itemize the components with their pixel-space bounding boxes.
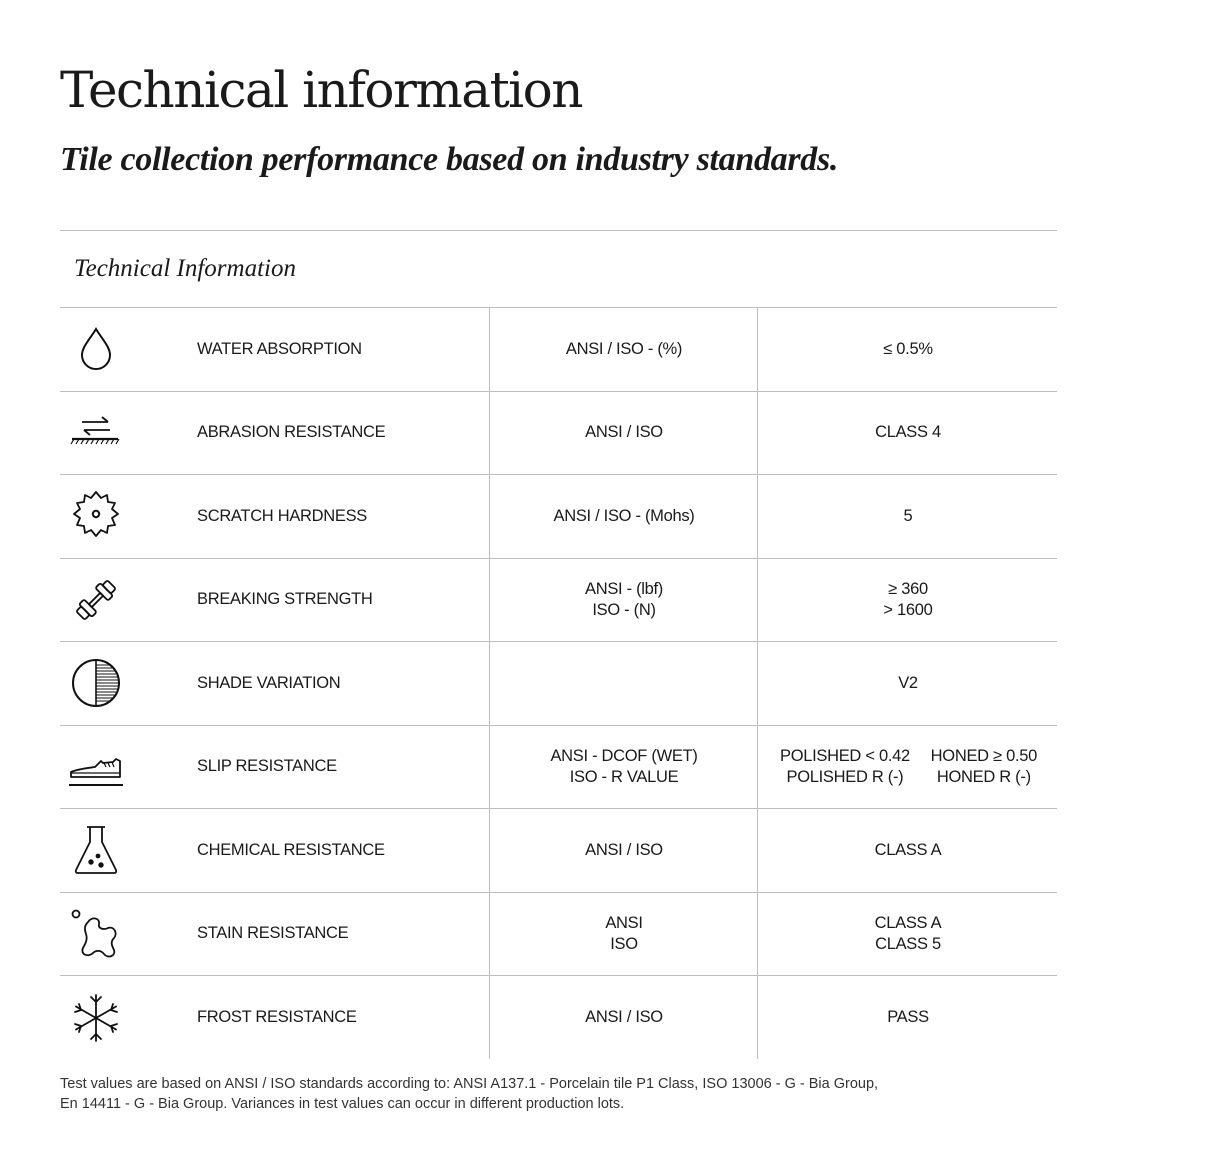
row-label: STAIN RESISTANCE <box>197 924 349 943</box>
snowflake-icon <box>68 990 124 1046</box>
table-row-breaking-strength <box>60 559 1057 643</box>
saw-blade-icon <box>68 488 124 544</box>
dumbbell-icon <box>68 572 124 628</box>
row-label: WATER ABSORPTION <box>197 339 362 358</box>
row-value: CLASS 4 <box>757 392 1058 475</box>
row-standard: ANSI / ISO <box>489 809 758 892</box>
row-standard <box>489 642 758 725</box>
footnote <box>60 1074 940 1114</box>
row-standard: ANSI - (lbf) ISO - (N) <box>489 559 758 642</box>
flask-icon <box>68 822 124 878</box>
abrasion-arrows-icon <box>68 405 124 461</box>
row-standard: ANSI / ISO - (%) <box>489 308 758 391</box>
row-label: BREAKING STRENGTH <box>197 590 373 609</box>
table-row-stain-resistance <box>60 893 1057 977</box>
row-value: PASS <box>757 976 1058 1059</box>
page-title: Technical information <box>60 61 582 119</box>
row-value <box>757 726 1057 809</box>
row-standard: ANSI / ISO <box>489 392 758 475</box>
table-header: Technical Information <box>60 230 1057 308</box>
table-row-abrasion-resistance <box>60 392 1057 476</box>
row-value: V2 <box>757 642 1058 725</box>
half-shaded-circle-icon <box>68 655 124 711</box>
shoe-icon <box>68 739 124 795</box>
table-row-slip-resistance <box>60 726 1057 810</box>
row-label: CHEMICAL RESISTANCE <box>197 840 385 859</box>
row-standard: ANSI / ISO <box>489 976 758 1059</box>
row-value: 5 <box>757 475 1058 558</box>
technical-table <box>60 230 1057 1059</box>
row-value: ≤ 0.5% <box>757 308 1058 391</box>
water-drop-icon <box>68 321 124 377</box>
page-subtitle: Tile collection performance based on industry standards. <box>60 141 839 178</box>
row-label: SCRATCH HARDNESS <box>197 506 367 525</box>
row-value: CLASS A <box>757 809 1058 892</box>
footnote-line-1: Test values are based on ANSI / ISO standards according to: ANSI A137.1 - Porcelain tile P1 Class, ISO 13006 - G - Bia Group, <box>60 1076 879 1092</box>
row-label: SHADE VARIATION <box>197 673 341 692</box>
row-label: FROST RESISTANCE <box>197 1008 357 1026</box>
row-value: CLASS A CLASS 5 <box>757 893 1058 976</box>
row-label: ABRASION RESISTANCE <box>197 423 386 442</box>
row-label: SLIP RESISTANCE <box>197 757 337 776</box>
table-row-water-absorption <box>60 308 1057 392</box>
row-standard: ANSI - DCOF (WET) ISO - R VALUE <box>489 726 758 809</box>
footnote-line-2: En 14411 - G - Bia Group. Variances in test values can occur in different production lots. <box>60 1096 625 1112</box>
value-polished: POLISHED < 0.42 POLISHED R (-) <box>780 746 910 786</box>
row-value: ≥ 360 > 1600 <box>757 559 1058 642</box>
table-row-scratch-hardness <box>60 475 1057 559</box>
stain-blob-icon <box>68 906 124 962</box>
value-honed: HONED ≥ 0.50 HONED R (-) <box>930 746 1037 786</box>
table-row-frost-resistance <box>60 976 1057 1059</box>
table-row-chemical-resistance <box>60 809 1057 893</box>
row-standard: ANSI / ISO - (Mohs) <box>489 475 758 558</box>
row-standard: ANSI ISO <box>489 893 758 976</box>
table-row-shade-variation <box>60 642 1057 726</box>
